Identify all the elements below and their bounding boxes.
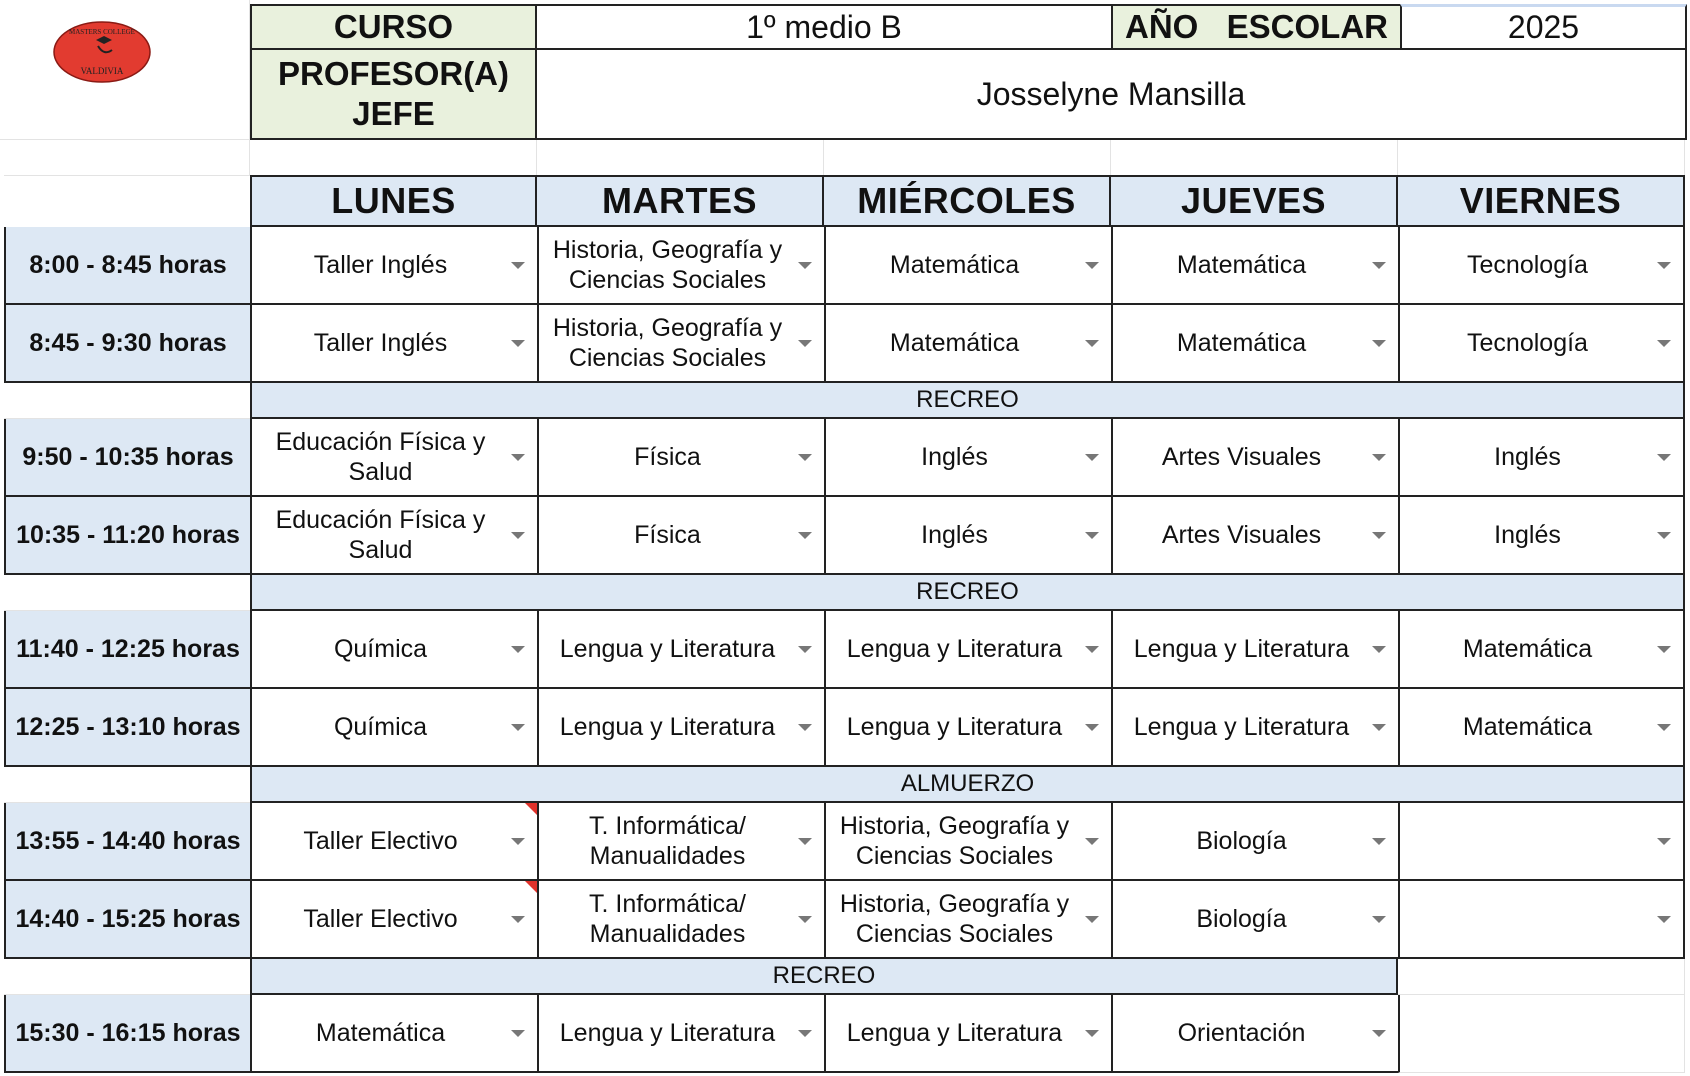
subject-cell[interactable] [824, 305, 1111, 383]
subject-label: Matemática [1462, 713, 1593, 741]
subject-label: Historia, Geografía y Ciencias Sociales [839, 812, 1070, 870]
subject-cell[interactable] [537, 995, 824, 1073]
subject-cell[interactable] [824, 227, 1111, 305]
empty-cell[interactable] [4, 140, 250, 176]
subject-label: Artes Visuales [1161, 521, 1322, 549]
subject-cell[interactable] [537, 497, 824, 575]
empty-cell[interactable] [4, 959, 250, 995]
time-slot: 15:30 - 16:15 horas [4, 995, 250, 1073]
dropdown-arrow-icon[interactable] [1657, 724, 1671, 731]
dropdown-arrow-icon[interactable] [1372, 838, 1386, 845]
subject-label: Historia, Geografía y Ciencias Sociales [839, 890, 1070, 948]
subject-cell[interactable] [824, 881, 1111, 959]
escolar-label: ESCOLAR [1226, 8, 1388, 46]
subject-label: Tecnología [1467, 329, 1588, 357]
time-slot: 10:35 - 11:20 horas [4, 497, 250, 575]
dropdown-arrow-icon[interactable] [511, 1030, 525, 1037]
break-row: RECREO [250, 383, 1685, 419]
dropdown-arrow-icon[interactable] [511, 646, 525, 653]
curso-value[interactable]: 1º medio B [537, 4, 1113, 50]
day-header-4: JUEVES [1111, 175, 1398, 227]
profesor-label: PROFESOR(A) JEFE [250, 50, 537, 140]
subject-cell[interactable] [1111, 419, 1398, 497]
dropdown-arrow-icon[interactable] [798, 838, 812, 845]
dropdown-arrow-icon[interactable] [1085, 340, 1099, 347]
empty-cell[interactable] [4, 767, 250, 803]
subject-label: Tecnología [1467, 251, 1588, 279]
dropdown-arrow-icon[interactable] [1085, 1030, 1099, 1037]
dropdown-arrow-icon[interactable] [798, 532, 812, 539]
dropdown-arrow-icon[interactable] [1657, 454, 1671, 461]
day-header-2: MARTES [537, 175, 824, 227]
dropdown-arrow-icon[interactable] [798, 454, 812, 461]
dropdown-arrow-icon[interactable] [511, 532, 525, 539]
dropdown-arrow-icon[interactable] [1657, 340, 1671, 347]
subject-cell[interactable] [1111, 497, 1398, 575]
dropdown-arrow-icon[interactable] [1657, 646, 1671, 653]
subject-cell[interactable] [1111, 611, 1398, 689]
subject-cell[interactable] [250, 995, 537, 1073]
subject-label: Taller Electivo [303, 827, 458, 855]
subject-label: Matemática [889, 251, 1020, 279]
empty-cell[interactable] [4, 383, 250, 419]
subject-label: Lengua y Literatura [1133, 713, 1350, 741]
dropdown-arrow-icon[interactable] [1085, 838, 1099, 845]
subject-cell[interactable] [537, 419, 824, 497]
dropdown-arrow-icon[interactable] [1085, 454, 1099, 461]
subject-cell[interactable] [1111, 305, 1398, 383]
ano-escolar-label [1113, 4, 1400, 50]
empty-cell[interactable] [537, 140, 824, 176]
subject-cell[interactable] [1111, 995, 1398, 1073]
subject-cell[interactable] [537, 305, 824, 383]
dropdown-arrow-icon[interactable] [1085, 532, 1099, 539]
subject-cell[interactable] [1398, 689, 1685, 767]
subject-cell[interactable] [250, 689, 537, 767]
subject-label: Lengua y Literatura [559, 1019, 776, 1047]
subject-label: Matemática [1462, 635, 1593, 663]
dropdown-arrow-icon[interactable] [511, 838, 525, 845]
subject-label: T. Informática/ Manualidades [589, 890, 746, 948]
dropdown-arrow-icon[interactable] [1372, 262, 1386, 269]
subject-cell[interactable] [824, 689, 1111, 767]
time-slot: 12:25 - 13:10 horas [4, 689, 250, 767]
subject-label: Matemática [1176, 329, 1307, 357]
subject-label: Lengua y Literatura [846, 1019, 1063, 1047]
time-slot: 14:40 - 15:25 horas [4, 881, 250, 959]
empty-cell[interactable] [1398, 140, 1685, 176]
profesor-value[interactable]: Josselyne Mansilla [537, 50, 1687, 140]
dropdown-arrow-icon[interactable] [798, 916, 812, 923]
subject-label: Inglés [1494, 443, 1561, 471]
subject-cell[interactable] [250, 305, 537, 383]
subject-label: Matemática [315, 1019, 446, 1047]
subject-label: Lengua y Literatura [846, 713, 1063, 741]
subject-cell[interactable] [1111, 803, 1398, 881]
day-header-3: MIÉRCOLES [824, 175, 1111, 227]
subject-label: Biología [1196, 905, 1287, 933]
subject-cell[interactable] [824, 497, 1111, 575]
subject-label: Lengua y Literatura [559, 713, 776, 741]
subject-label: Educación Física y Salud [275, 506, 486, 564]
subject-label: Matemática [1176, 251, 1307, 279]
comment-marker-icon[interactable] [525, 881, 537, 893]
subject-label: Inglés [1494, 521, 1561, 549]
time-slot: 9:50 - 10:35 horas [4, 419, 250, 497]
subject-cell[interactable] [824, 419, 1111, 497]
dropdown-arrow-icon[interactable] [511, 454, 525, 461]
dropdown-arrow-icon[interactable] [1657, 916, 1671, 923]
subject-cell[interactable] [1398, 227, 1685, 305]
subject-label: Taller Inglés [313, 251, 448, 279]
subject-label: Matemática [889, 329, 1020, 357]
subject-cell[interactable] [250, 227, 537, 305]
subject-cell[interactable] [1111, 227, 1398, 305]
dropdown-arrow-icon[interactable] [798, 1030, 812, 1037]
subject-label: Inglés [921, 443, 988, 471]
break-row: RECREO [250, 959, 1398, 995]
subject-cell[interactable] [1398, 419, 1685, 497]
subject-cell[interactable] [250, 803, 537, 881]
comment-marker-icon[interactable] [525, 803, 537, 815]
subject-label: Lengua y Literatura [559, 635, 776, 663]
time-slot: 13:55 - 14:40 horas [4, 803, 250, 881]
subject-label: Lengua y Literatura [1133, 635, 1350, 663]
break-row: RECREO [250, 575, 1685, 611]
subject-cell[interactable] [537, 803, 824, 881]
dropdown-arrow-icon[interactable] [511, 262, 525, 269]
subject-cell[interactable] [250, 881, 537, 959]
subject-cell[interactable] [1111, 881, 1398, 959]
curso-label: CURSO [250, 4, 537, 50]
subject-label: Inglés [921, 521, 988, 549]
subject-cell[interactable] [1398, 611, 1685, 689]
dropdown-arrow-icon[interactable] [511, 724, 525, 731]
subject-label: Orientación [1177, 1019, 1306, 1047]
subject-label: Historia, Geografía y Ciencias Sociales [552, 236, 783, 294]
subject-label: Química [333, 635, 428, 663]
dropdown-arrow-icon[interactable] [798, 262, 812, 269]
subject-label: Taller Inglés [313, 329, 448, 357]
empty-cell[interactable] [824, 140, 1111, 176]
subject-cell[interactable] [1398, 803, 1685, 881]
dropdown-arrow-icon[interactable] [511, 916, 525, 923]
day-header-5: VIERNES [1398, 175, 1685, 227]
empty-cell[interactable] [1111, 140, 1398, 176]
dropdown-arrow-icon[interactable] [1085, 916, 1099, 923]
subject-cell[interactable] [250, 611, 537, 689]
subject-cell[interactable] [824, 803, 1111, 881]
dropdown-arrow-icon[interactable] [798, 724, 812, 731]
day-header-1: LUNES [250, 175, 537, 227]
empty-cell[interactable] [4, 575, 250, 611]
dropdown-arrow-icon[interactable] [1372, 1030, 1386, 1037]
dropdown-arrow-icon[interactable] [798, 340, 812, 347]
subject-cell[interactable] [537, 689, 824, 767]
subject-cell[interactable] [1398, 497, 1685, 575]
ano-label: AÑO [1125, 8, 1199, 46]
subject-cell[interactable] [824, 995, 1111, 1073]
subject-label: Lengua y Literatura [846, 635, 1063, 663]
dropdown-arrow-icon[interactable] [1085, 724, 1099, 731]
dropdown-arrow-icon[interactable] [1372, 724, 1386, 731]
subject-cell[interactable] [250, 497, 537, 575]
dropdown-arrow-icon[interactable] [1085, 262, 1099, 269]
subject-cell[interactable] [1111, 689, 1398, 767]
subject-cell[interactable] [1398, 305, 1685, 383]
subject-label: Física [634, 521, 701, 549]
empty-cell[interactable] [1398, 959, 1685, 995]
empty-cell[interactable] [250, 140, 537, 176]
dropdown-arrow-icon[interactable] [1372, 340, 1386, 347]
dropdown-arrow-icon[interactable] [1372, 532, 1386, 539]
dropdown-arrow-icon[interactable] [1372, 454, 1386, 461]
subject-cell[interactable] [1398, 881, 1685, 959]
dropdown-arrow-icon[interactable] [1372, 646, 1386, 653]
dropdown-arrow-icon[interactable] [1657, 532, 1671, 539]
subject-label: T. Informática/ Manualidades [589, 812, 746, 870]
subject-label: Física [634, 443, 701, 471]
empty-cell[interactable] [0, 0, 250, 140]
subject-cell[interactable] [537, 881, 824, 959]
dropdown-arrow-icon[interactable] [1372, 916, 1386, 923]
subject-cell[interactable] [824, 611, 1111, 689]
time-slot: 8:45 - 9:30 horas [4, 305, 250, 383]
logo-top-text: MASTERS COLLEGE [69, 28, 135, 36]
ano-value[interactable]: 2025 [1400, 4, 1687, 50]
dropdown-arrow-icon[interactable] [1657, 838, 1671, 845]
subject-cell[interactable] [537, 611, 824, 689]
subject-cell[interactable] [250, 419, 537, 497]
dropdown-arrow-icon[interactable] [1657, 262, 1671, 269]
empty-cell[interactable] [1398, 995, 1685, 1073]
dropdown-arrow-icon[interactable] [798, 646, 812, 653]
subject-cell[interactable] [537, 227, 824, 305]
subject-label: Biología [1196, 827, 1287, 855]
subject-label: Educación Física y Salud [275, 428, 486, 486]
subject-label: Taller Electivo [303, 905, 458, 933]
subject-label: Artes Visuales [1161, 443, 1322, 471]
time-slot: 11:40 - 12:25 horas [4, 611, 250, 689]
dropdown-arrow-icon[interactable] [511, 340, 525, 347]
dropdown-arrow-icon[interactable] [1085, 646, 1099, 653]
break-row: ALMUERZO [250, 767, 1685, 803]
time-slot: 8:00 - 8:45 horas [4, 227, 250, 305]
subject-label: Química [333, 713, 428, 741]
subject-label: Historia, Geografía y Ciencias Sociales [552, 314, 783, 372]
logo-bottom-text: VALDIVIA [80, 66, 124, 76]
